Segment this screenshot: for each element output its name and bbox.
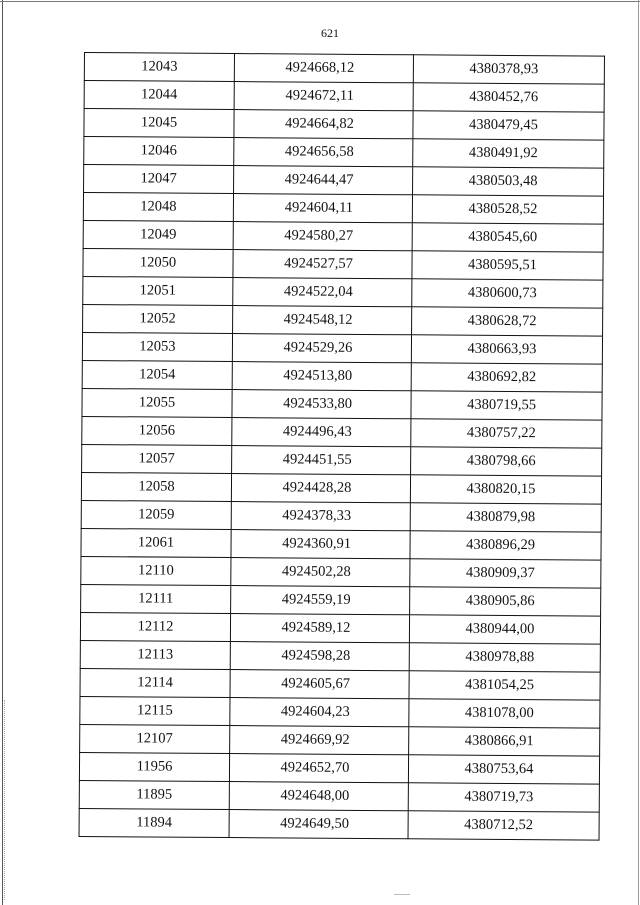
table-row [82,388,602,420]
point-id-cell: 11895 [79,780,229,809]
point-id-cell: 12045 [84,109,234,138]
x-coordinate-cell: 4924378,33 [231,502,410,531]
coordinates-table-body [79,53,604,841]
y-coordinate-cell: 4380712,52 [408,811,599,840]
point-id-cell: 12052 [83,304,233,333]
y-coordinate-cell: 4380692,82 [411,363,602,392]
point-id-cell: 12046 [84,137,234,166]
point-id-cell: 12053 [82,332,232,361]
y-coordinate-cell: 4380719,73 [408,783,599,812]
y-coordinate-cell: 4380663,93 [411,335,602,364]
page-edge-left [2,0,3,905]
point-id-cell: 12043 [84,53,234,82]
table-row [84,137,604,169]
x-coordinate-cell: 4924672,11 [234,82,413,111]
x-coordinate-cell: 4924589,12 [230,614,409,643]
point-id-cell: 12048 [83,193,233,222]
x-coordinate-cell: 4924513,80 [232,362,411,391]
x-coordinate-cell: 4924664,82 [234,110,413,139]
y-coordinate-cell: 4380378,93 [413,55,604,84]
x-coordinate-cell: 4924605,67 [230,670,409,699]
x-coordinate-cell: 4924649,50 [229,810,408,839]
table-row [84,81,604,113]
x-coordinate-cell: 4924652,70 [229,754,408,783]
coordinates-table [79,52,605,841]
point-id-cell: 12054 [82,360,232,389]
table-row [84,109,604,141]
y-coordinate-cell: 4380896,29 [410,531,601,560]
table-row [80,640,600,672]
table-row [82,332,602,364]
table-row [79,780,599,812]
x-coordinate-cell: 4924502,28 [231,558,410,587]
point-id-cell: 12113 [80,640,230,669]
y-coordinate-cell: 4380719,55 [411,391,602,420]
table-row [81,472,601,504]
table-row [81,500,601,532]
y-coordinate-cell: 4380879,98 [410,503,601,532]
y-coordinate-cell: 4380595,51 [412,251,603,280]
y-coordinate-cell: 4380452,76 [413,83,604,112]
y-coordinate-cell: 4381054,25 [409,671,600,700]
point-id-cell: 12057 [82,444,232,473]
table-row [83,220,603,252]
x-coordinate-cell: 4924669,92 [230,726,409,755]
x-coordinate-cell: 4924656,58 [234,138,413,167]
table-row [82,416,602,448]
x-coordinate-cell: 4924648,00 [229,782,408,811]
x-coordinate-cell: 4924668,12 [234,54,413,83]
x-coordinate-cell: 4924496,43 [232,418,411,447]
y-coordinate-cell: 4380944,00 [409,615,600,644]
scan-artifact-mark [394,894,410,895]
y-coordinate-cell: 4380600,73 [412,279,603,308]
scan-artifact [4,700,6,900]
point-id-cell: 12055 [82,388,232,417]
point-id-cell: 12107 [80,724,230,753]
table-row [84,53,604,85]
table-row [81,528,601,560]
y-coordinate-cell: 4380978,88 [409,643,600,672]
table-row [79,752,599,784]
table-row [83,193,603,225]
table-row [81,556,601,588]
x-coordinate-cell: 4924527,57 [233,250,412,279]
y-coordinate-cell: 4380503,48 [413,167,604,196]
y-coordinate-cell: 4380820,15 [410,475,601,504]
table-row [80,724,600,756]
x-coordinate-cell: 4924598,28 [230,642,409,671]
table-row [84,165,604,197]
x-coordinate-cell: 4924548,12 [233,306,412,335]
x-coordinate-cell: 4924604,23 [230,698,409,727]
point-id-cell: 11894 [79,808,229,837]
x-coordinate-cell: 4924580,27 [233,222,412,251]
table-row [83,248,603,280]
point-id-cell: 12044 [84,81,234,110]
y-coordinate-cell: 4380479,45 [413,111,604,140]
y-coordinate-cell: 4380866,91 [409,727,600,756]
y-coordinate-cell: 4380905,86 [410,587,601,616]
y-coordinate-cell: 4380628,72 [412,307,603,336]
table-row [82,444,602,476]
y-coordinate-cell: 4380757,22 [411,419,602,448]
table-row [80,668,600,700]
page-edge-right [638,0,639,905]
point-id-cell: 12110 [81,556,231,585]
x-coordinate-cell: 4924360,91 [231,530,410,559]
point-id-cell: 12050 [83,248,233,277]
x-coordinate-cell: 4924451,55 [232,446,411,475]
page-edge-top [0,1,640,2]
point-id-cell: 12059 [81,500,231,529]
point-id-cell: 12115 [80,696,230,725]
point-id-cell: 11956 [79,752,229,781]
point-id-cell: 12051 [83,276,233,305]
x-coordinate-cell: 4924522,04 [233,278,412,307]
table-row [80,696,600,728]
y-coordinate-cell: 4380545,60 [412,223,603,252]
point-id-cell: 12114 [80,668,230,697]
table-row [80,612,600,644]
point-id-cell: 12056 [82,416,232,445]
y-coordinate-cell: 4381078,00 [409,699,600,728]
x-coordinate-cell: 4924529,26 [232,334,411,363]
x-coordinate-cell: 4924428,28 [231,474,410,503]
y-coordinate-cell: 4380753,64 [408,755,599,784]
x-coordinate-cell: 4924604,11 [233,194,412,223]
x-coordinate-cell: 4924533,80 [232,390,411,419]
point-id-cell: 12112 [80,612,230,641]
y-coordinate-cell: 4380491,92 [413,139,604,168]
x-coordinate-cell: 4924644,47 [234,166,413,195]
y-coordinate-cell: 4380798,66 [411,447,602,476]
table-row [81,584,601,616]
table-row [79,808,599,840]
page-number: 621 [321,26,339,40]
table-row [83,304,603,336]
y-coordinate-cell: 4380528,52 [412,195,603,224]
table-row [82,360,602,392]
point-id-cell: 12049 [83,220,233,249]
point-id-cell: 12111 [81,584,231,613]
x-coordinate-cell: 4924559,19 [231,586,410,615]
table-row [83,276,603,308]
point-id-cell: 12058 [81,472,231,501]
point-id-cell: 12061 [81,528,231,557]
point-id-cell: 12047 [84,165,234,194]
y-coordinate-cell: 4380909,37 [410,559,601,588]
